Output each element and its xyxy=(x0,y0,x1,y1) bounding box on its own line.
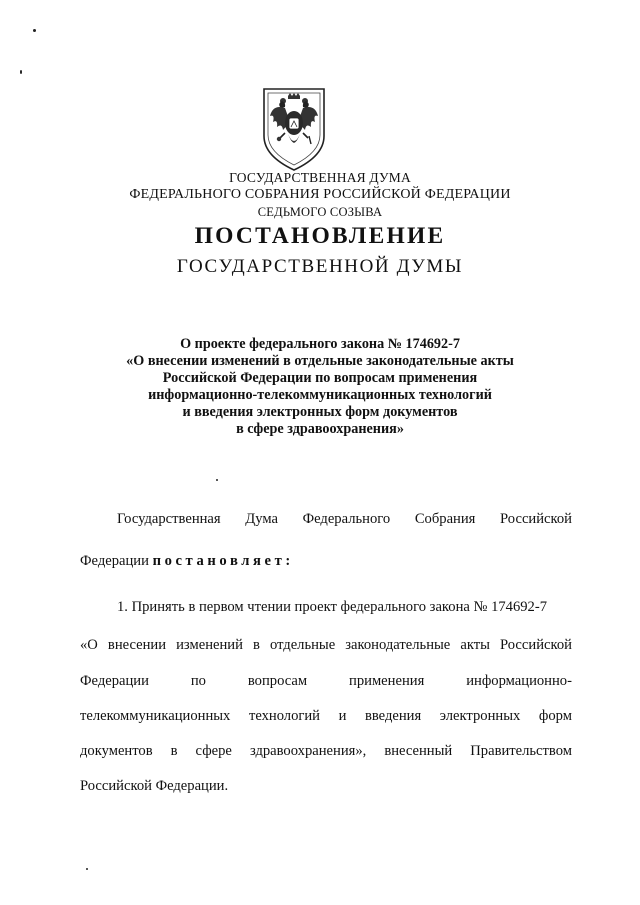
word: здравоохранения», xyxy=(249,743,367,759)
word: в xyxy=(170,743,178,759)
word: технологий xyxy=(248,708,320,724)
preamble-line-2 xyxy=(80,551,572,571)
word: законодательные xyxy=(345,637,451,653)
subject-line: в сфере здравоохранения» xyxy=(236,421,404,437)
subject-line: и введения электронных форм документов xyxy=(182,404,458,420)
word: Федерации xyxy=(80,553,149,569)
scan-speck xyxy=(216,479,218,481)
word: сфере xyxy=(195,743,232,759)
word: внесенный xyxy=(384,743,453,759)
resolution-verb: постановляет: xyxy=(152,553,294,569)
word: документов xyxy=(80,743,153,759)
word: Государственная xyxy=(117,511,221,527)
word: Российской xyxy=(500,511,572,527)
word: Федерации xyxy=(80,673,149,689)
subject-line: «О внесении изменений в отдельные законодательные акты xyxy=(126,353,514,369)
subject-line: Российской Федерации по вопросам применения xyxy=(162,370,478,386)
word: Правительством xyxy=(470,743,572,759)
issuer-line-2: ФЕДЕРАЛЬНОГО СОБРАНИЯ РОССИЙСКОЙ ФЕДЕРАЦИИ xyxy=(129,187,511,202)
coat-of-arms-icon xyxy=(261,86,327,172)
word: внесении xyxy=(107,637,167,653)
word: вопросам xyxy=(247,673,308,689)
scan-speck xyxy=(33,29,36,32)
clause-1-line-4 xyxy=(80,706,572,726)
scan-speck xyxy=(20,70,22,74)
word: изменений xyxy=(176,637,243,653)
word: акты xyxy=(460,637,490,653)
subject-line: О проекте федерального закона № 174692-7 xyxy=(180,336,460,352)
word: по xyxy=(190,673,206,689)
word: введения xyxy=(364,708,422,724)
clause-1-line-2 xyxy=(80,635,572,655)
scan-speck xyxy=(86,868,88,870)
clause-1-line-3 xyxy=(80,671,572,691)
word: телекоммуникационных xyxy=(80,708,231,724)
preamble-line-1 xyxy=(117,509,572,529)
document-issuer-title: ГОСУДАРСТВЕННОЙ ДУМЫ xyxy=(176,256,464,277)
word: и xyxy=(338,708,347,724)
word: отдельные xyxy=(269,637,336,653)
word: «О xyxy=(80,637,98,653)
clause-1-line-5 xyxy=(80,741,572,761)
document-type-title: ПОСТАНОВЛЕНИЕ xyxy=(194,223,446,249)
word: Российской xyxy=(500,637,572,653)
subject-line: информационно-телекоммуникационных технологий xyxy=(148,387,492,403)
clause-1-line-6: Российской Федерации. xyxy=(80,778,229,794)
word: форм xyxy=(538,708,572,724)
issuer-line-3: СЕДЬМОГО СОЗЫВА xyxy=(257,205,383,219)
word: Федерального xyxy=(302,511,391,527)
word: в xyxy=(253,637,260,653)
document-subject xyxy=(0,336,640,438)
word: Дума xyxy=(245,511,278,527)
word: электронных xyxy=(439,708,521,724)
issuer-line-1: ГОСУДАРСТВЕННАЯ ДУМА xyxy=(229,170,411,185)
clause-1-line-1: 1. Принять в первом чтении проект федерального закона № 174692-7 xyxy=(117,599,548,615)
word: информационно- xyxy=(466,673,572,689)
word: Собрания xyxy=(414,511,476,527)
word: применения xyxy=(349,673,425,689)
